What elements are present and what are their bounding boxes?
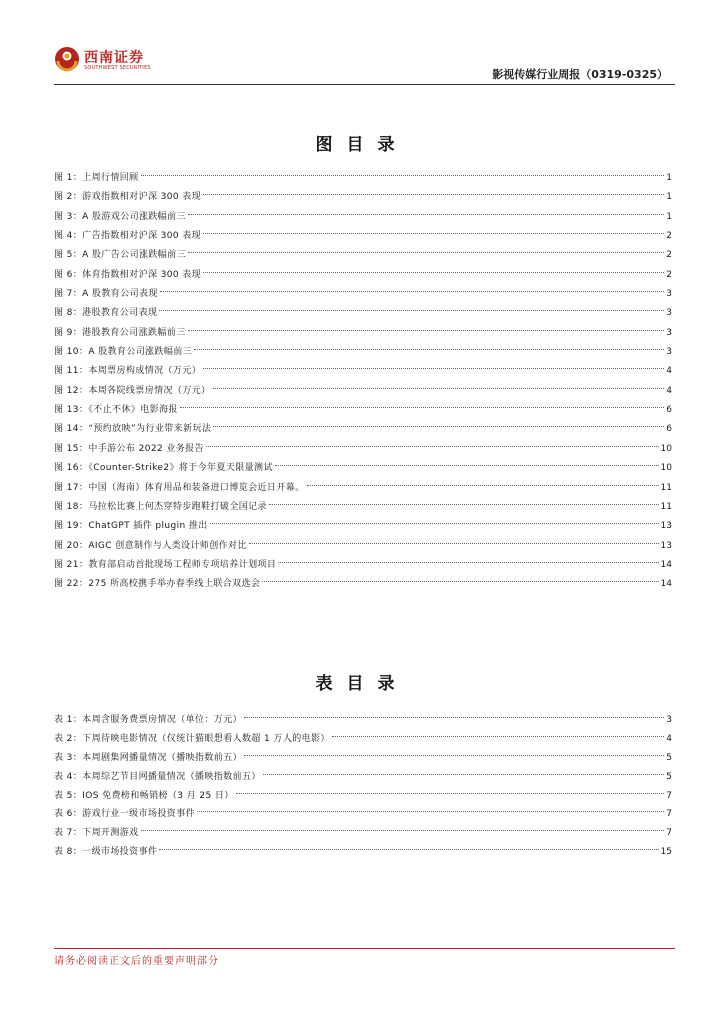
dot-leader xyxy=(269,504,659,505)
figure-entry-label[interactable]: 图 15：中手游公布 2022 业务报告 xyxy=(54,443,204,454)
figure-entry[interactable] xyxy=(54,537,672,556)
figure-entry-label[interactable]: 图 1：上周行情回顾 xyxy=(54,173,139,183)
table-entry-label[interactable]: 表 5：IOS 免费榜和畅销榜（3 月 25 日） xyxy=(54,790,234,801)
dot-leader xyxy=(244,717,664,718)
figure-entry-label[interactable]: 图 10：A 股教育公司涨跌幅前三 xyxy=(54,347,193,358)
dot-leader xyxy=(197,811,664,812)
table-entry[interactable] xyxy=(54,787,672,806)
figure-entry[interactable] xyxy=(54,517,672,536)
table-entry-label[interactable]: 表 6：游戏行业一级市场投资事件 xyxy=(54,809,195,820)
figure-entry-page[interactable]: 6 xyxy=(666,424,672,435)
figure-entry-page[interactable]: 3 xyxy=(666,327,672,338)
dot-leader xyxy=(160,291,664,292)
figure-entry-page[interactable]: 10 xyxy=(660,443,672,454)
dot-leader xyxy=(210,523,659,524)
figure-entry-page[interactable]: 1 xyxy=(666,192,672,203)
dot-leader xyxy=(278,562,658,563)
figure-entry-label[interactable]: 图 2：游戏指数相对沪深 300 表现 xyxy=(54,192,202,203)
figure-entry[interactable] xyxy=(54,208,672,227)
dot-leader xyxy=(275,465,659,466)
figure-entry[interactable] xyxy=(54,420,672,439)
company-logo-icon xyxy=(54,46,80,72)
figure-entry-page[interactable]: 13 xyxy=(660,521,672,532)
table-entry[interactable] xyxy=(54,749,672,768)
dot-leader xyxy=(213,388,665,389)
table-entry-page[interactable]: 7 xyxy=(666,809,672,820)
figure-entry[interactable] xyxy=(54,362,672,381)
dot-leader xyxy=(203,272,664,273)
table-index-title: 表目录 xyxy=(315,674,409,694)
figure-entry[interactable] xyxy=(54,285,672,304)
dot-leader xyxy=(188,214,664,215)
dot-leader xyxy=(244,755,664,756)
table-entry-page[interactable]: 7 xyxy=(666,828,672,839)
figure-entry-label[interactable]: 图 21：教育部启动首批现场工程师专项培养计划项目 xyxy=(54,559,277,570)
footer-divider xyxy=(54,948,675,949)
figure-entry-page[interactable]: 14 xyxy=(660,559,672,570)
figure-entry-label[interactable]: 图 20：AIGC 创意制作与人类设计师创作对比 xyxy=(54,540,247,551)
figure-entry[interactable] xyxy=(54,575,672,594)
page-header xyxy=(0,0,724,90)
dot-leader xyxy=(307,485,659,486)
company-logo xyxy=(54,46,164,74)
dot-leader xyxy=(203,368,664,369)
figure-entry-page[interactable]: 3 xyxy=(666,289,672,300)
figure-entry[interactable] xyxy=(54,227,672,246)
figure-entry-page[interactable]: 14 xyxy=(660,579,672,590)
figure-entry-label[interactable]: 图 11：本周票房构成情况（万元） xyxy=(54,366,202,377)
table-entry[interactable] xyxy=(54,805,672,824)
figure-entry-label[interactable]: 图 5：A 股广告公司涨跌幅前三 xyxy=(54,250,187,261)
figure-entry-label[interactable]: 图 4：广告指数相对沪深 300 表现 xyxy=(54,231,202,242)
dot-leader xyxy=(141,175,665,176)
table-entry-page[interactable]: 5 xyxy=(666,752,672,763)
dot-leader xyxy=(249,543,659,544)
logo-english-name: SOUTHWEST SECURITIES xyxy=(84,65,151,71)
table-index-list xyxy=(54,711,672,862)
figure-entry-label[interactable]: 图 6：体育指数相对沪深 300 表现 xyxy=(54,269,202,280)
dot-leader xyxy=(194,349,664,350)
figure-entry-page[interactable]: 10 xyxy=(660,463,672,474)
dot-leader xyxy=(206,446,659,447)
figure-entry-page[interactable]: 1 xyxy=(666,173,672,183)
figure-entry-label[interactable]: 图 8：港股教育公司表现 xyxy=(54,308,158,319)
figure-index-list xyxy=(54,169,672,595)
figure-entry[interactable] xyxy=(54,382,672,401)
figure-entry-label[interactable]: 图 3：A 股游戏公司涨跌幅前三 xyxy=(54,211,187,222)
figure-entry-page[interactable]: 3 xyxy=(666,347,672,358)
figure-entry-label[interactable]: 图 19：ChatGPT 插件 plugin 推出 xyxy=(54,521,208,532)
dot-leader xyxy=(159,849,658,850)
table-entry-label[interactable]: 表 7：下周开测游戏 xyxy=(54,828,139,839)
figure-entry-page[interactable]: 2 xyxy=(666,231,672,242)
table-entry[interactable] xyxy=(54,824,672,843)
figure-entry[interactable] xyxy=(54,188,672,207)
figure-entry-page[interactable]: 11 xyxy=(660,501,672,512)
figure-index-title: 图目录 xyxy=(315,135,409,155)
dot-leader xyxy=(180,407,664,408)
figure-entry-page[interactable]: 1 xyxy=(666,211,672,222)
report-title: 影视传媒行业周报（0319-0325） xyxy=(492,68,668,81)
table-entry-page[interactable]: 3 xyxy=(666,715,672,725)
figure-entry-page[interactable]: 13 xyxy=(660,540,672,551)
dot-leader xyxy=(159,310,664,311)
table-entry[interactable] xyxy=(54,711,672,730)
dot-leader xyxy=(203,233,664,234)
figure-entry[interactable] xyxy=(54,459,672,478)
table-entry-label[interactable]: 表 8：一级市场投资事件 xyxy=(54,847,158,858)
figure-entry-page[interactable]: 4 xyxy=(666,385,672,396)
figure-entry-label[interactable]: 图 14：“预约放映”为行业带来新玩法 xyxy=(54,424,212,435)
dot-leader xyxy=(236,793,665,794)
dot-leader xyxy=(141,830,665,831)
table-entry-label[interactable]: 表 3：本周剧集网播量情况（播映指数前五） xyxy=(54,752,242,763)
table-entry-label[interactable]: 表 4：本周综艺节目网播量情况（播映指数前五） xyxy=(54,771,261,782)
figure-entry[interactable] xyxy=(54,556,672,575)
figure-entry[interactable] xyxy=(54,324,672,343)
table-entry[interactable] xyxy=(54,768,672,787)
dot-leader xyxy=(213,426,664,427)
figure-entry-page[interactable]: 6 xyxy=(666,405,672,416)
dot-leader xyxy=(262,581,658,582)
dot-leader xyxy=(332,736,664,737)
figure-entry-label[interactable]: 图 7：A 股教育公司表现 xyxy=(54,289,158,300)
figure-entry[interactable] xyxy=(54,440,672,459)
figure-entry[interactable] xyxy=(54,479,672,498)
figure-entry-label[interactable]: 图 17：中国（海南）体育用品和装备进口博览会近日开幕。 xyxy=(54,482,305,493)
figure-entry-label[interactable]: 图 16：《Counter-Strike2》将于今年夏天限量测试 xyxy=(54,463,273,474)
table-entry-label[interactable]: 表 1：本周含服务费票房情况（单位：万元） xyxy=(54,715,242,725)
figure-entry[interactable] xyxy=(54,304,672,323)
table-entry-page[interactable]: 7 xyxy=(666,790,672,801)
figure-entry[interactable] xyxy=(54,498,672,517)
figure-entry-page[interactable]: 3 xyxy=(666,308,672,319)
figure-entry[interactable] xyxy=(54,343,672,362)
figure-entry-label[interactable]: 图 22：275 所高校携手举办春季线上联合双选会 xyxy=(54,579,261,590)
figure-entry[interactable] xyxy=(54,169,672,188)
dot-leader xyxy=(188,252,664,253)
figure-entry[interactable] xyxy=(54,401,672,420)
figure-entry-page[interactable]: 4 xyxy=(666,366,672,377)
header-divider xyxy=(54,84,675,85)
figure-entry-page[interactable]: 2 xyxy=(666,250,672,261)
figure-entry[interactable] xyxy=(54,246,672,265)
figure-entry-page[interactable]: 2 xyxy=(666,269,672,280)
figure-entry-page[interactable]: 11 xyxy=(660,482,672,493)
table-entry-label[interactable]: 表 2：下周待映电影情况（仅统计猫眼想看人数超 1 万人的电影） xyxy=(54,733,330,744)
dot-leader xyxy=(188,330,665,331)
table-entry-page[interactable]: 5 xyxy=(666,771,672,782)
dot-leader xyxy=(263,774,664,775)
figure-entry[interactable] xyxy=(54,266,672,285)
figure-entry-label[interactable]: 图 18：马拉松比赛上何杰穿特步跑鞋打破全国记录 xyxy=(54,501,267,512)
dot-leader xyxy=(203,194,664,195)
footer-disclaimer: 请务必阅读正文后的重要声明部分 xyxy=(54,956,219,967)
table-entry-page[interactable]: 15 xyxy=(660,847,672,858)
figure-entry-label[interactable]: 图 13：《不止不休》电影海报 xyxy=(54,405,178,416)
figure-entry-label[interactable]: 图 12：本周各院线票房情况（万元） xyxy=(54,385,211,396)
table-entry[interactable] xyxy=(54,843,672,862)
table-entry[interactable] xyxy=(54,730,672,749)
table-entry-page[interactable]: 4 xyxy=(666,733,672,744)
logo-chinese-name: 西南证券 xyxy=(84,50,144,66)
figure-entry-label[interactable]: 图 9：港股教育公司涨跌幅前三 xyxy=(54,327,186,338)
